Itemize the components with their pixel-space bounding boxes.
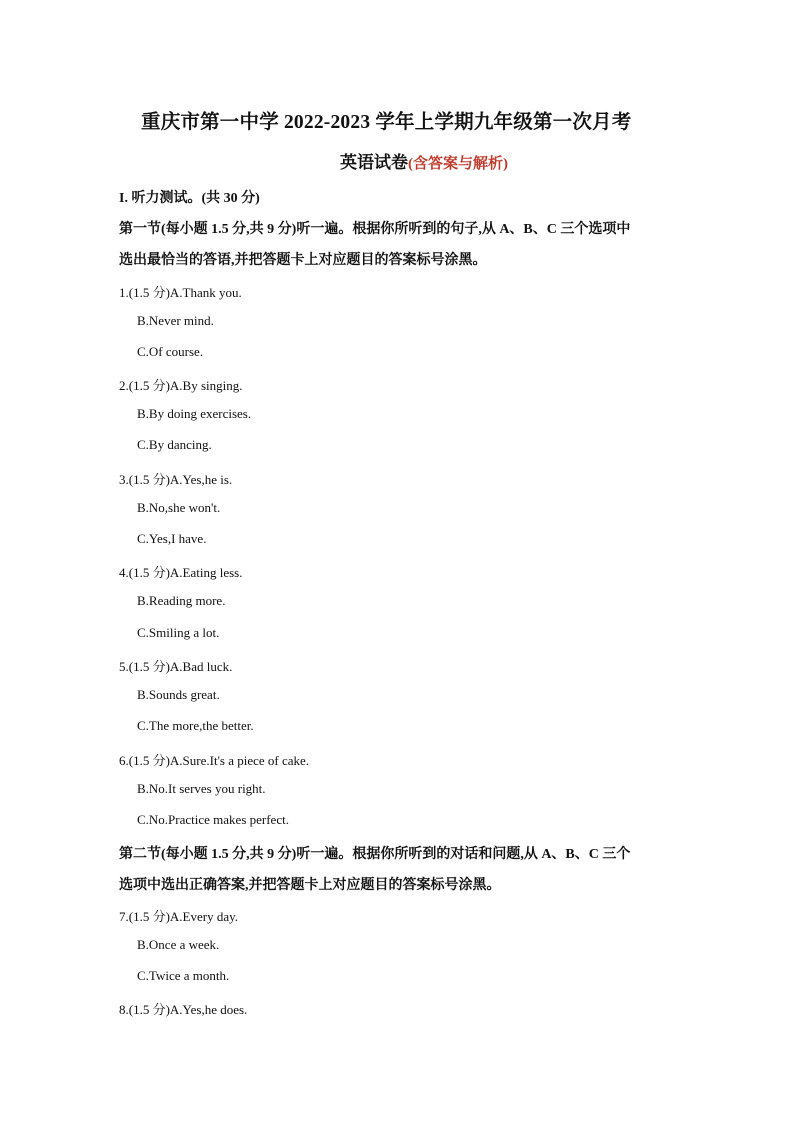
question-2-option-b: B.By doing exercises. bbox=[137, 406, 252, 421]
section2-instructions-line1: 第二节(每小题 1.5 分,共 9 分)听一遍。根据你所听到的对话和问题,从 A、B、C 三个 bbox=[119, 847, 631, 862]
question-4-option-b: B.Reading more. bbox=[137, 593, 226, 608]
question-7-stem: 7.(1.5 分)A.Every day. bbox=[119, 909, 239, 924]
question-3-stem: 3.(1.5 分)A.Yes,he is. bbox=[119, 472, 233, 487]
question-5-stem: 5.(1.5 分)A.Bad luck. bbox=[119, 659, 233, 674]
question-1-option-c: C.Of course. bbox=[137, 344, 204, 359]
question-4-option-c: C.Smiling a lot. bbox=[137, 625, 220, 640]
question-7-option-b: B.Once a week. bbox=[137, 937, 220, 952]
question-3-option-b: B.No,she won't. bbox=[137, 500, 221, 515]
section2-instructions-line2: 选项中选出正确答案,并把答题卡上对应题目的答案标号涂黑。 bbox=[119, 878, 501, 893]
question-8-stem: 8.(1.5 分)A.Yes,he does. bbox=[119, 1002, 248, 1017]
question-5-option-b: B.Sounds great. bbox=[137, 687, 220, 702]
subtitle-main: 英语试卷 bbox=[340, 153, 408, 172]
question-1-stem: 1.(1.5 分)A.Thank you. bbox=[119, 285, 242, 300]
question-4-stem: 4.(1.5 分)A.Eating less. bbox=[119, 565, 243, 580]
question-6-stem: 6.(1.5 分)A.Sure.It's a piece of cake. bbox=[119, 753, 310, 768]
question-6-option-b: B.No.It serves you right. bbox=[137, 781, 266, 796]
part-heading: I. 听力测试。(共 30 分) bbox=[119, 191, 260, 206]
question-6-option-c: C.No.Practice makes perfect. bbox=[137, 812, 289, 827]
document-subtitle bbox=[340, 148, 508, 173]
section1-instructions-line2: 选出最恰当的答语,并把答题卡上对应题目的答案标号涂黑。 bbox=[119, 253, 487, 268]
question-3-option-c: C.Yes,I have. bbox=[137, 531, 207, 546]
subtitle-note: (含答案与解析) bbox=[408, 156, 508, 172]
section1-instructions-line1: 第一节(每小题 1.5 分,共 9 分)听一遍。根据你所听到的句子,从 A、B、C 三个选项中 bbox=[119, 222, 631, 237]
question-2-stem: 2.(1.5 分)A.By singing. bbox=[119, 378, 243, 393]
question-7-option-c: C.Twice a month. bbox=[137, 968, 230, 983]
question-1-option-b: B.Never mind. bbox=[137, 313, 214, 328]
document-title: 重庆市第一中学 2022-2023 学年上学期九年级第一次月考 bbox=[141, 112, 632, 133]
question-2-option-c: C.By dancing. bbox=[137, 437, 212, 452]
question-5-option-c: C.The more,the better. bbox=[137, 718, 254, 733]
